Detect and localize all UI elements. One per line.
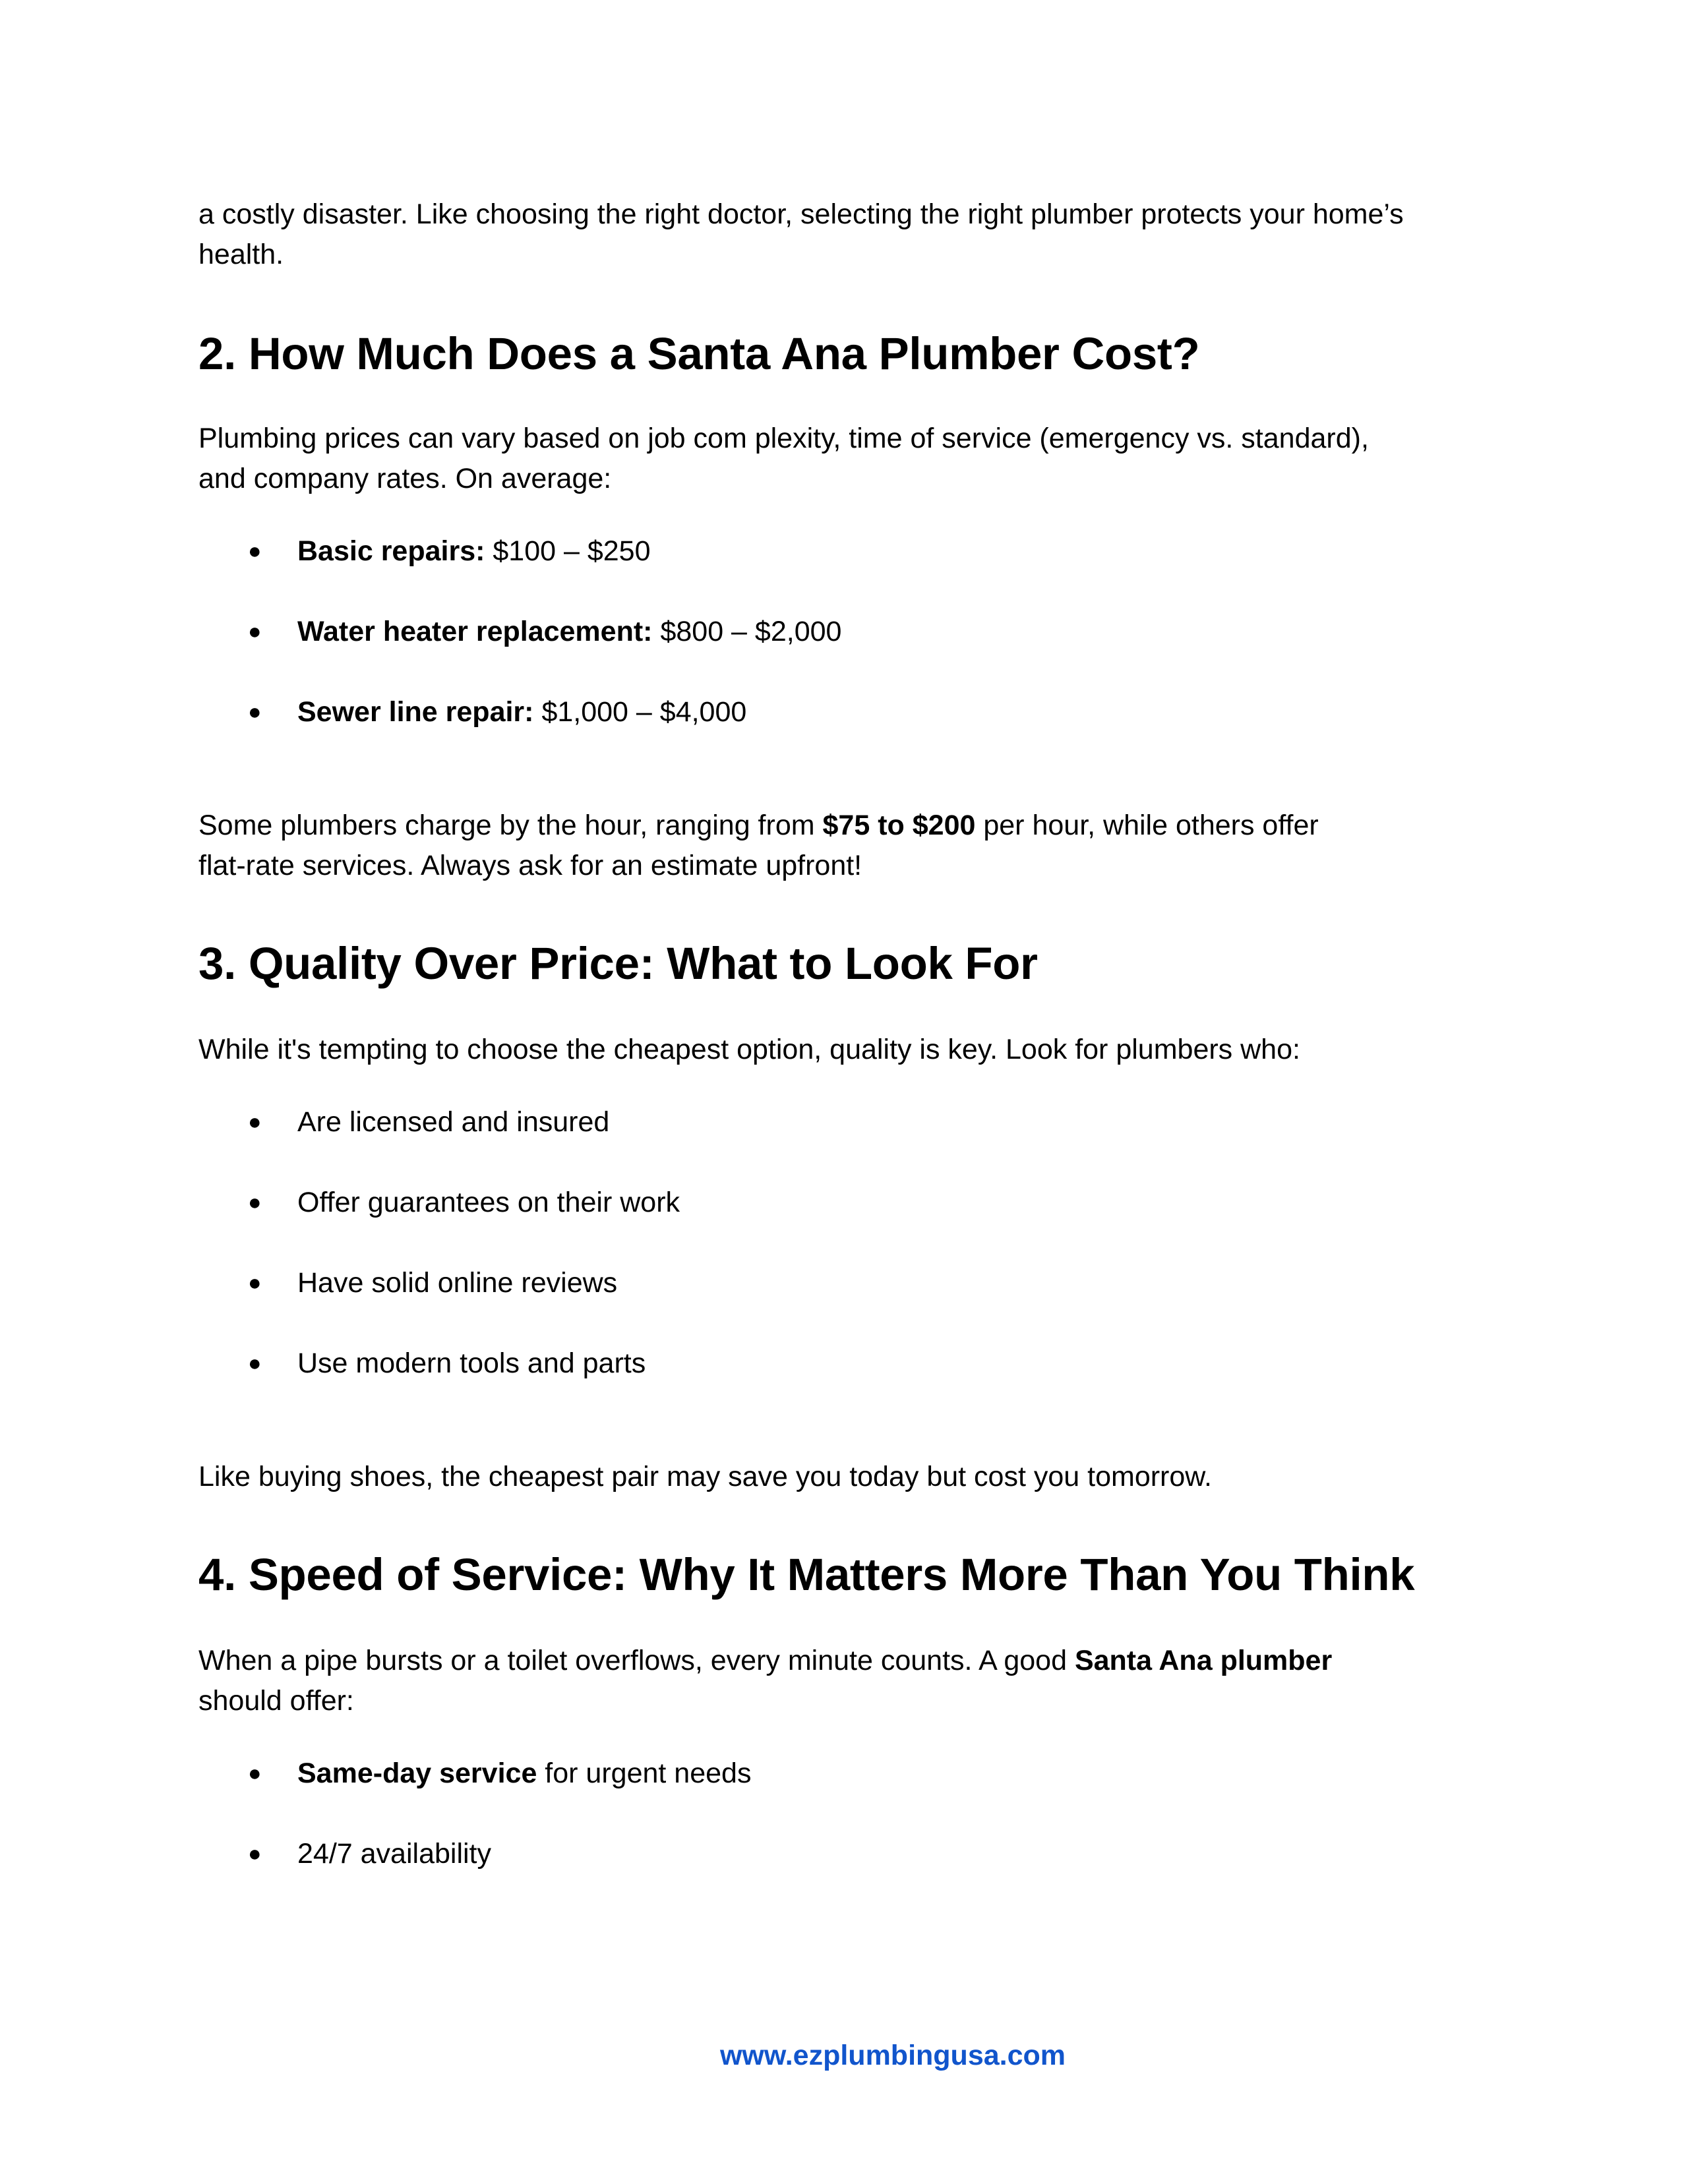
intro-paragraph-line-1: a costly disaster. Like choosing the right doctor, selecting the right plumber protects your home’s [198, 198, 1404, 230]
list-item-text [297, 692, 746, 732]
list-item-value: for urgent needs [537, 1757, 752, 1789]
list-item-text [297, 531, 651, 572]
list-item-label: Same-day service [297, 1757, 537, 1789]
list-item-text: Offer guarantees on their work [297, 1187, 680, 1218]
list-item-text: Have solid online reviews [297, 1267, 618, 1299]
section-4-paragraph-line-2: should offer: [198, 1685, 354, 1717]
bullet-icon: ● [248, 1841, 262, 1866]
bullet-icon: ● [248, 1351, 262, 1376]
intro-paragraph-line-2: health. [198, 239, 284, 270]
list-item-text: Use modern tools and parts [297, 1347, 646, 1379]
hourly-rate-paragraph-line-1 [198, 806, 1504, 846]
section-3-heading: 3. Quality Over Price: What to Look For [198, 938, 1038, 989]
section-2-heading: 2. How Much Does a Santa Ana Plumber Cost? [198, 328, 1200, 379]
hourly-rate-range: $75 to $200 [822, 810, 976, 841]
section-2-paragraph-line-1: Plumbing prices can vary based on job com plexity, time of service (emergency vs. standard), [198, 423, 1369, 454]
list-item-value: $1,000 – $4,000 [533, 696, 747, 728]
section-4-paragraph-line-1 [198, 1641, 1504, 1681]
list-item-label: Basic repairs: [297, 535, 485, 567]
bullet-icon: ● [248, 539, 262, 564]
list-item-text [297, 1754, 751, 1794]
hourly-text-post: per hour, while others offer [975, 810, 1319, 841]
section-3-paragraph: While it's tempting to choose the cheapest option, quality is key. Look for plumbers who: [198, 1034, 1300, 1065]
section-2-paragraph-line-2: and company rates. On average: [198, 463, 612, 494]
website-footer-link[interactable]: www.ezplumbingusa.com [719, 2040, 1066, 2071]
bullet-icon: ● [248, 1270, 262, 1295]
list-item-text [297, 612, 841, 652]
bullet-icon: ● [248, 619, 262, 644]
bullet-icon: ● [248, 1109, 262, 1135]
section-4-heading: 4. Speed of Service: Why It Matters More Than You Think [198, 1549, 1415, 1600]
santa-ana-plumber-emphasis: Santa Ana plumber [1074, 1645, 1333, 1676]
list-item-text: 24/7 availability [297, 1838, 492, 1870]
bullet-icon: ● [248, 699, 262, 724]
section-4-text-pre: When a pipe bursts or a toilet overflows, every minute counts. A good [198, 1645, 1075, 1676]
list-item-text: Are licensed and insured [297, 1106, 610, 1138]
bullet-icon: ● [248, 1190, 262, 1215]
list-item-label: Sewer line repair: [297, 696, 534, 728]
bullet-icon: ● [248, 1761, 262, 1786]
hourly-text-pre: Some plumbers charge by the hour, ranging from [198, 810, 823, 841]
section-3-closing-paragraph: Like buying shoes, the cheapest pair may save you today but cost you tomorrow. [198, 1461, 1212, 1492]
list-item-value: $100 – $250 [485, 535, 651, 567]
hourly-rate-paragraph-line-2: flat-rate services. Always ask for an estimate upfront! [198, 850, 862, 881]
list-item-label: Water heater replacement: [297, 616, 653, 647]
list-item-value: $800 – $2,000 [652, 616, 842, 647]
